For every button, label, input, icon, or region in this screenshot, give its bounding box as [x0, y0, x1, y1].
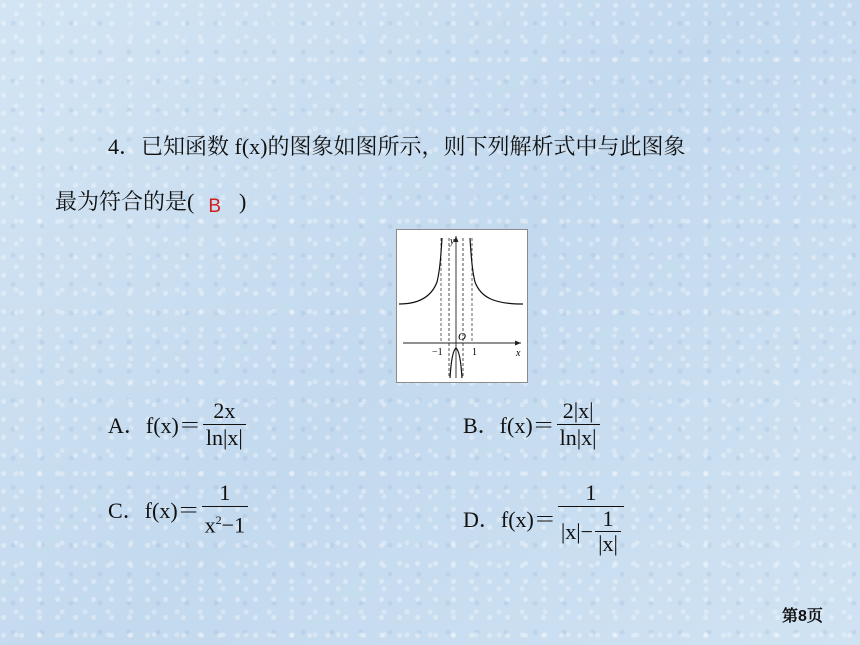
question-line-2	[55, 185, 246, 216]
question-line-1: 4．已知函数 f(x)的图象如图所示，则下列解析式中与此图象	[108, 134, 686, 159]
curve-right-branch	[470, 238, 523, 304]
answer-mark: B	[208, 196, 222, 217]
x-axis-label: x	[516, 348, 521, 359]
option-d-denominator: |x|− $\frac{1}{|x|}$	[558, 506, 624, 556]
close-paren: )	[239, 189, 247, 214]
option-a-fraction	[203, 398, 246, 451]
origin-label: O	[458, 331, 466, 343]
option-d-fraction	[558, 480, 624, 556]
option-c-prefix: C．f(x)＝	[108, 497, 200, 523]
option-a	[108, 398, 246, 451]
option-b-prefix: B．f(x)＝	[463, 413, 555, 438]
curve-left-branch	[399, 238, 442, 304]
option-c-denominator: $x^2-1$	[202, 506, 248, 538]
option-d-prefix: D．f(x)＝	[463, 506, 556, 532]
function-graph	[396, 229, 528, 383]
tick-label-1: 1	[472, 347, 477, 358]
x-axis-arrow	[515, 341, 521, 346]
option-a-denominator: ln|x|	[203, 424, 246, 451]
option-a-numerator: 2x	[213, 398, 236, 423]
option-c-fraction	[202, 480, 248, 538]
tick-label-neg-1: −1	[432, 347, 443, 358]
option-c	[108, 480, 248, 538]
option-b	[463, 398, 600, 451]
page-number: 第8页	[782, 608, 823, 625]
option-a-prefix: A．f(x)＝	[108, 413, 201, 438]
option-b-numerator: 2|x|	[562, 398, 594, 423]
y-axis-label: y	[450, 236, 455, 247]
question-stem-end: 最为符合的是(	[55, 189, 195, 214]
option-d-numerator: 1	[585, 480, 597, 505]
option-d-inner-fraction: $\frac{1}{|x|}$	[595, 507, 621, 556]
option-c-numerator: 1	[219, 480, 231, 505]
option-d	[463, 480, 624, 556]
option-b-denominator: ln|x|	[557, 424, 600, 451]
option-b-fraction	[557, 398, 600, 451]
